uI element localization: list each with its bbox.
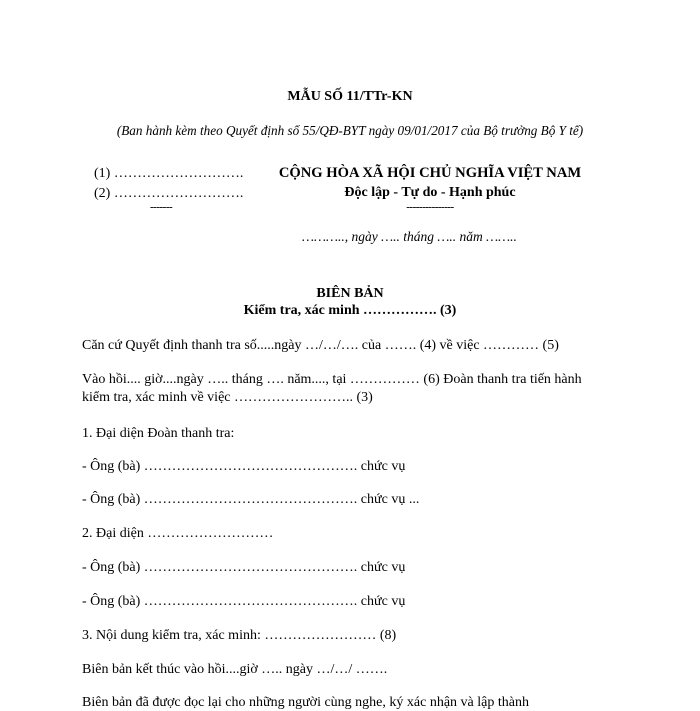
left-divider: ------- (150, 201, 173, 213)
section-2-person-line: - Ông (bà) ………………………………………. chức vụ (82, 560, 406, 575)
time-place-line-1: Vào hồi.... giờ....ngày ….. tháng …. năm...., tại …………… (6) Đoàn thanh tra tiến hành (82, 372, 582, 387)
minutes-title: BIÊN BẢN (316, 286, 384, 301)
section-2-person-line: - Ông (bà) ………………………………………. chức vụ (82, 594, 406, 609)
issuing-agency-field: (1) ………………………. (94, 166, 244, 181)
end-time-line: Biên bản kết thúc vào hồi....giờ ….. ngày …/…/ ……. (82, 662, 388, 677)
section-1-person-line: - Ông (bà) ………………………………………. chức vụ ... (82, 492, 420, 507)
legal-basis-note: (Ban hành kèm theo Quyết định số 55/QĐ-BYT ngày 09/01/2017 của Bộ trưởng Bộ Y tế) (116, 123, 584, 138)
minutes-subtitle: Kiểm tra, xác minh ……………. (3) (243, 303, 457, 318)
nation-motto: Độc lập - Tự do - Hạnh phúc (344, 185, 516, 200)
closing-line: Biên bản đã được đọc lại cho những người cùng nghe, ký xác nhận và lập thành (82, 695, 529, 710)
section-3-heading: 3. Nội dung kiểm tra, xác minh: …………………… (8) (82, 628, 397, 643)
basis-line: Căn cứ Quyết định thanh tra số.....ngày …/…/…. của ……. (4) về việc ………… (5) (82, 338, 559, 353)
section-2-heading: 2. Đại diện ……………………… (82, 526, 274, 541)
date-place-line: ……….., ngày ….. tháng ….. năm …….. (302, 229, 517, 244)
nation-title: CỘNG HÒA XÃ HỘI CHỦ NGHĨA VIỆT NAM (278, 165, 582, 181)
inspection-team-field: (2) ………………………. (94, 186, 244, 201)
section-1-person-line: - Ông (bà) ………………………………………. chức vụ (82, 459, 406, 474)
right-divider: --------------- (406, 201, 454, 213)
time-place-line-2: kiểm tra, xác minh về việc …………………….. (3) (82, 390, 373, 405)
section-1-heading: 1. Đại diện Đoàn thanh tra: (82, 426, 235, 441)
form-number: MẪU SỐ 11/TTr-KN (287, 89, 413, 104)
